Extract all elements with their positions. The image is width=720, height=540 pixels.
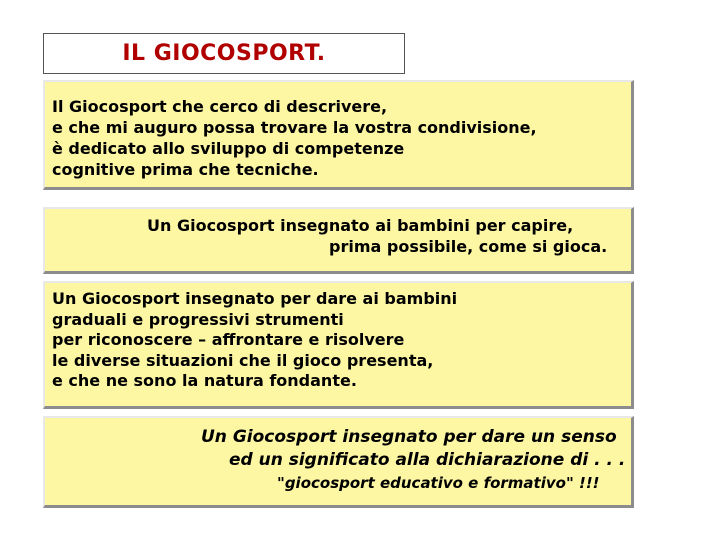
panel-tools-line-2: graduali e progressivi strumenti [52,309,344,329]
panel-tools-line-5: e che ne sono la natura fondante. [52,371,357,390]
panel-tools-line-4: le diverse situazioni che il gioco presenta, [52,350,434,370]
panel-understand-line-1: Un Giocosport insegnato ai bambini per capire, [147,216,574,235]
panel-understand [43,207,634,274]
panel-tools-line-3: per riconoscere – affrontare e risolvere [52,330,405,349]
panel-intro-line-3: è dedicato allo sviluppo di competenze [52,139,405,158]
panel-intro [43,80,634,190]
title-box [43,33,405,74]
panel-intro-line-4: cognitive prima che tecniche. [52,160,319,179]
panel-meaning [43,416,634,508]
panel-intro-line-1: Il Giocosport che cerco di descrivere, [52,97,388,116]
panel-meaning-line-2: ed un significato alla dichiarazione di . . . [229,450,626,470]
panel-meaning-line-3: "giocosport educativo e formativo" !!! [277,474,600,492]
panel-tools-line-1: Un Giocosport insegnato per dare ai bambini [52,289,458,308]
panel-understand-line-2: prima possibile, come si gioca. [329,237,608,256]
panel-tools [43,281,634,409]
panel-intro-line-2: e che mi auguro possa trovare la vostra condivisione, [52,118,537,137]
panel-meaning-line-1: Un Giocosport insegnato per dare un senso [201,427,617,447]
page-title: IL GIOCOSPORT. [122,41,326,66]
